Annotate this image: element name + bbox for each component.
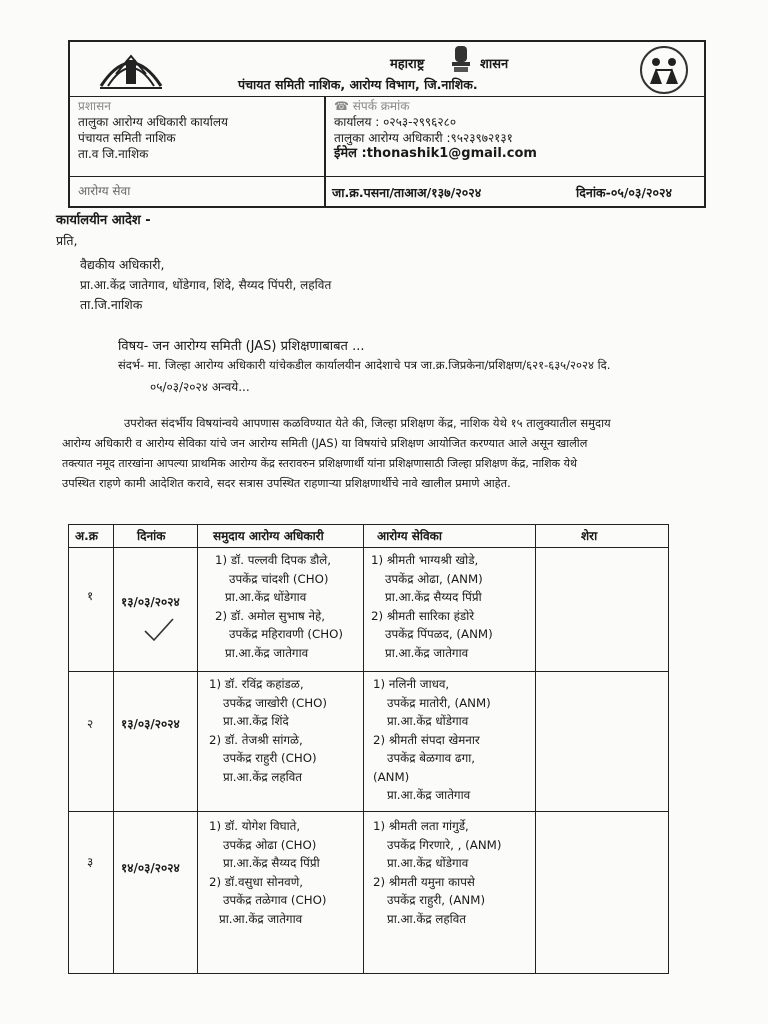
anm-line: प्रा.आ.केंद्र धोंडेगाव xyxy=(387,856,469,870)
anm-cell xyxy=(373,817,501,928)
cho-line: 2) डॉ. तेजश्री सांगळे, xyxy=(209,732,303,747)
header-anm: आरोग्य सेविका xyxy=(377,529,443,543)
addressee-centres: प्रा.आ.केंद्र जातेगाव, धोंडेगाव, शिंदे, सैय्यद पिंपरी, लहवित xyxy=(80,278,332,292)
anm-line: उपकेंद्र राहुरी, (ANM) xyxy=(387,893,486,907)
letter-date: दिनांक-०५/०३/२०२४ xyxy=(576,185,672,200)
table-col-divider xyxy=(535,525,536,973)
anm-line: उपकेंद्र मातोरी, (ANM) xyxy=(387,695,491,710)
anm-line: 1) श्रीमती लता गांगुर्डे, xyxy=(373,819,469,833)
cho-line: 2) डॉ. अमोल सुभाष नेहे, xyxy=(215,608,326,623)
zilla-parishad-logo-icon xyxy=(96,46,166,92)
table-col-divider xyxy=(363,525,364,973)
table-col-divider xyxy=(197,525,198,973)
checkmark-icon xyxy=(143,617,175,643)
phone-label: ☎ संपर्क क्रमांक xyxy=(334,99,410,113)
anm-line: उपकेंद्र गिरणारे, , (ANM) xyxy=(387,837,502,852)
addressee-location: ता.जि.नाशिक xyxy=(80,297,143,312)
letterhead-divider xyxy=(324,96,326,208)
row-serial: २ xyxy=(87,717,94,731)
anm-line: 2) श्रीमती सारिका हंडोरे xyxy=(371,608,475,623)
row-serial: ३ xyxy=(87,855,94,869)
anm-line: 1) श्रीमती भाग्यश्री खोडे, xyxy=(371,553,479,567)
cho-line: उपकेंद्र चांदशी (CHO) xyxy=(229,571,329,586)
paragraph-line-3: तक्त्यात नमूद तारखांना आपल्या प्राथमिक आरोग्य केंद्र स्तरावरुन प्रशिक्षणार्थी यांना प्रशिक्षणासाठी जिल्हा प्रशिक्षण केंद्र, नाशिक येथे xyxy=(62,457,577,470)
training-schedule-table xyxy=(68,524,669,974)
anm-cell xyxy=(373,675,491,805)
anm-line: 2) श्रीमती संपदा खेमनार xyxy=(373,732,480,747)
cho-line: प्रा.आ.केंद्र शिंदे xyxy=(223,714,289,728)
office-label: प्रशासन xyxy=(78,99,111,113)
cho-line: प्रा.आ.केंद्र धोंडेगाव xyxy=(225,590,307,604)
table-row-divider xyxy=(69,811,668,812)
row-date: १३/०३/२०२४ xyxy=(121,717,180,731)
table-row-divider xyxy=(69,671,668,672)
office-phone: कार्यालय : ०२५३-२९९६२८० xyxy=(334,115,457,129)
cho-line: उपकेंद्र तळेगाव (CHO) xyxy=(223,893,327,907)
table-row-divider xyxy=(69,547,668,548)
anm-line: प्रा.आ.केंद्र लहवित xyxy=(387,911,466,926)
anm-cell xyxy=(371,551,493,662)
cho-line: 1) डॉ. रविंद्र कहांडळ, xyxy=(209,677,304,691)
cho-line: प्रा.आ.केंद्र जातेगाव xyxy=(225,645,309,660)
row-date: १४/०३/२०२४ xyxy=(121,861,180,875)
letterhead xyxy=(68,40,706,208)
cho-cell xyxy=(209,675,327,786)
anm-line: उपकेंद्र बेळगाव ढगा, xyxy=(387,751,476,765)
reference-number: जा.क्र.पसना/ताआअ/१३७/२०२४ xyxy=(332,185,482,200)
anm-line: प्रा.आ.केंद्र जातेगाव xyxy=(385,645,469,660)
contact-details xyxy=(334,98,537,162)
letterhead-address: पंचायत समिती नाशिक, आरोग्य विभाग, जि.नाशिक. xyxy=(238,77,478,92)
national-health-mission-logo-icon xyxy=(628,44,700,94)
salutation: प्रति, xyxy=(56,233,78,248)
anm-line: प्रा.आ.केंद्र जातेगाव xyxy=(387,788,471,802)
reference-line-1: संदर्भ- मा. जिल्हा आरोग्य अधिकारी यांचेकडील कार्यालयीन आदेशाचे पत्र जा.क्र.जिप्रकेना/प्रशिक्षण/६२१-६३५/२०२४ दि. xyxy=(118,358,611,372)
cho-line: प्रा.आ.केंद्र लहवित xyxy=(223,769,302,784)
header-serial: अ.क्र xyxy=(75,529,98,543)
cho-line: उपकेंद्र जाखोरी (CHO) xyxy=(223,695,327,710)
anm-line: 1) नलिनी जाधव, xyxy=(373,677,450,691)
cho-line: उपकेंद्र राहुरी (CHO) xyxy=(223,751,317,765)
anm-line: प्रा.आ.केंद्र सैय्यद पिंप्री xyxy=(385,590,482,604)
header-remarks: शेरा xyxy=(581,529,598,543)
paragraph-line-1: उपरोक्त संदर्भीय विषयांन्वये आपणास कळविण्यात येते की, जिल्हा प्रशिक्षण केंद्र, नाशिक येथे १५ तालुक्यातील समुदाय xyxy=(124,416,611,430)
cho-line: 2) डॉ.वसुधा सोनवणे, xyxy=(209,874,303,889)
cho-line: प्रा.आ.केंद्र सैय्यद पिंप्री xyxy=(223,856,320,870)
addressee-title: वैद्यकीय अधिकारी, xyxy=(80,257,165,272)
office-details xyxy=(78,98,228,162)
anm-line: उपकेंद्र पिंपळद, (ANM) xyxy=(385,627,493,641)
row-serial: १ xyxy=(87,589,94,603)
order-title: कार्यालयीन आदेश - xyxy=(56,213,151,228)
row-date: १३/०३/२०२४ xyxy=(121,595,180,609)
office-committee: पंचायत समिती नाशिक xyxy=(78,131,176,145)
email-address: ईमेल :thonashik1@gmail.com xyxy=(334,146,537,161)
office-location: ता.व जि.नाशिक xyxy=(78,147,149,161)
cho-cell xyxy=(215,551,343,662)
header-date: दिनांक xyxy=(137,529,166,543)
department-label: आरोग्य सेवा xyxy=(78,184,131,198)
cho-cell xyxy=(209,817,327,928)
cho-line: 1) डॉ. योगेश विघाते, xyxy=(209,819,301,833)
cho-line: उपकेंद्र महिरावणी (CHO) xyxy=(229,627,343,641)
anm-line: (ANM) xyxy=(373,769,410,784)
government-label: शासन xyxy=(480,57,509,72)
cho-line: प्रा.आ.केंद्र जातेगाव xyxy=(219,911,303,926)
header-cho: समुदाय आरोग्य अधिकारी xyxy=(213,529,324,543)
anm-line: उपकेंद्र ओढा, (ANM) xyxy=(385,571,483,586)
anm-line: 2) श्रीमती यमुना कापसे xyxy=(373,874,475,889)
subject-line: विषय- जन आरोग्य समिती (JAS) प्रशिक्षणाबाबत ... xyxy=(118,339,365,354)
officer-phone: तालुका आरोग्य अधिकारी :९५२३९७२१३१ xyxy=(334,131,513,145)
paragraph-line-2: आरोग्य अधिकारी व आरोग्य सेविका यांचे जन आरोग्य समिती (JAS) या विषयांचे प्रशिक्षण आयोजित करण्यात आले असून खालील xyxy=(62,437,588,450)
paragraph-line-4: उपस्थित राहणे कामी आदेशित करावे, सदर सत्रास उपस्थित राहणाऱ्या प्रशिक्षणार्थीचे नावे खालील प्रमाणे आहेत. xyxy=(62,477,511,490)
reference-line-2: ०५/०३/२०२४ अन्वये... xyxy=(150,380,250,394)
state-name: महाराष्ट्र xyxy=(390,57,425,72)
cho-line: उपकेंद्र ओढा (CHO) xyxy=(223,837,317,852)
letterhead-banner xyxy=(70,42,704,97)
office-name: तालुका आरोग्य अधिकारी कार्यालय xyxy=(78,115,228,129)
anm-line: प्रा.आ.केंद्र धोंडेगाव xyxy=(387,714,469,728)
ashoka-emblem-icon xyxy=(448,44,474,74)
cho-line: 1) डॉ. पल्लवी दिपक डौले, xyxy=(215,553,332,567)
table-col-divider xyxy=(113,525,114,973)
